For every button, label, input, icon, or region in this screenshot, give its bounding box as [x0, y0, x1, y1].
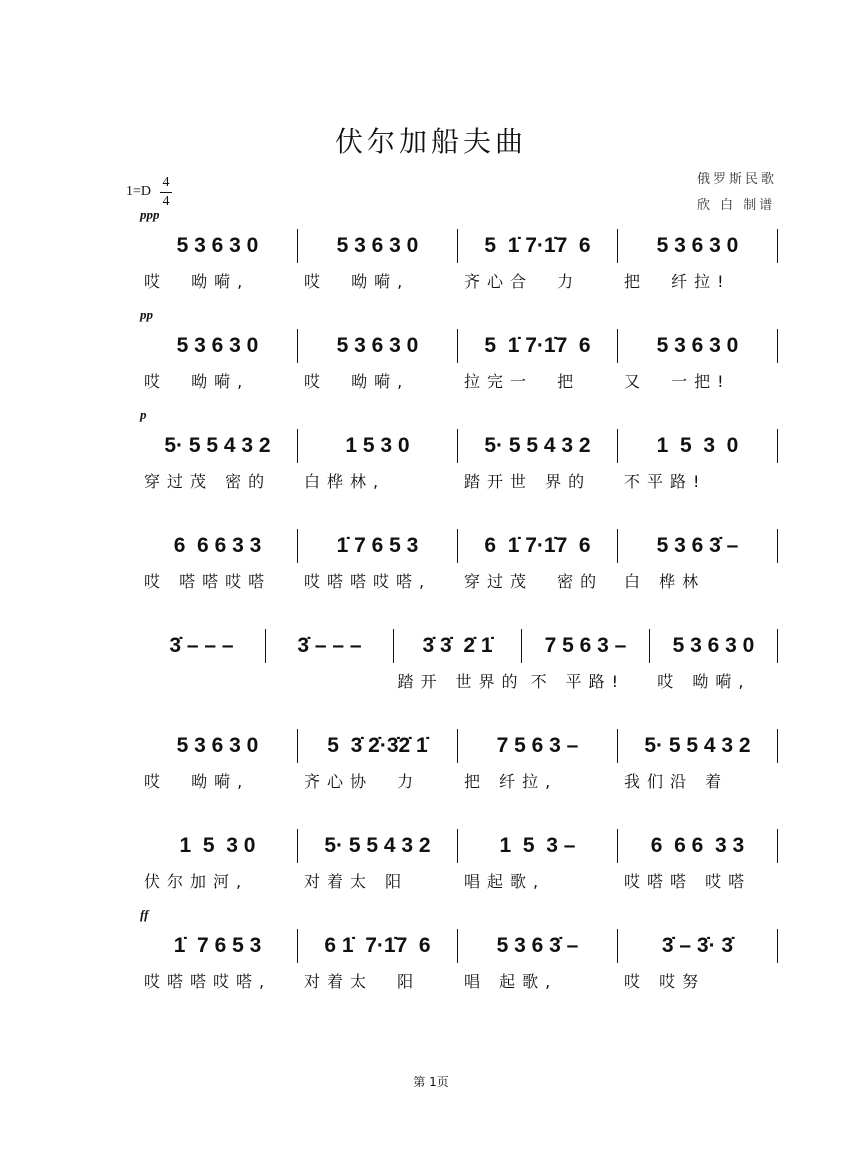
measure-notes: 5 1̇ 7·1̇7 6	[458, 229, 618, 263]
measure-lyric: 我们沿 着	[624, 772, 729, 791]
measure-notes: 1 5 3 0	[298, 429, 458, 463]
measure-lyric: 齐心合 力	[464, 272, 581, 291]
measure-lyric: 哎 呦嗬,	[657, 672, 751, 691]
measure-lyric: 哎嗒嗒哎嗒,	[144, 972, 272, 991]
measure-lyric: 哎 哎努	[624, 972, 706, 991]
measure-lyric: 穿过茂 密的	[144, 472, 272, 491]
measure-lyric: 把 纤拉!	[624, 272, 731, 291]
lyrics-row	[138, 269, 778, 292]
measure-lyric: 又 一把!	[624, 372, 731, 391]
measure-lyric: 哎 呦嗬,	[144, 272, 250, 291]
score-line	[138, 631, 778, 692]
measure-lyric: 哎 嗒嗒哎嗒	[144, 572, 272, 591]
measure-lyric: 白 桦林	[624, 572, 706, 591]
measure-notes: 1 5 3 0	[138, 829, 298, 863]
measure-lyric: 哎 呦嗬,	[144, 772, 250, 791]
measure-notes: 5 3 6 3 0	[618, 229, 778, 263]
measure-notes: 6 1̇ 7·1̇7 6	[298, 929, 458, 963]
lyrics-row	[138, 569, 778, 592]
measure-lyric: 哎 呦嗬,	[304, 272, 410, 291]
time-signature	[160, 174, 172, 211]
measure-notes: 5 3 6 3 0	[138, 729, 298, 763]
measure-notes: 5· 5 5 4 3 2	[458, 429, 618, 463]
measure-lyric: 齐心协 力	[304, 772, 421, 791]
notes-row	[138, 831, 778, 861]
measure-notes: 5 1̇ 7·1̇7 6	[458, 329, 618, 363]
dynamic-mark: pp	[140, 307, 153, 322]
measure-notes: 3̇ – 3̇· 3̇	[618, 929, 778, 963]
measure-lyric: 踏开 世界的	[397, 672, 525, 691]
measure-notes: 6 1̇ 7·1̇7 6	[458, 529, 618, 563]
measure-lyric: 伏尔加河,	[144, 872, 249, 891]
arranger-credit: 欣 白 制谱	[697, 198, 776, 213]
notes-row	[138, 931, 778, 961]
measure-notes: 5 3̇ 2̇·3̇2̇ 1̇	[298, 729, 458, 763]
score-line	[138, 207, 778, 292]
measure-notes: 3̇ 3̇ 2̇ 1̇	[394, 629, 522, 663]
notes-row	[138, 531, 778, 561]
score-line	[138, 831, 778, 892]
measure-lyric: 哎嗒嗒 哎嗒	[624, 872, 752, 891]
measure-notes: 7 5 6 3 –	[458, 729, 618, 763]
measure-lyric: 哎嗒嗒哎嗒,	[304, 572, 432, 591]
page-number: 第 1页	[413, 1075, 449, 1089]
measure-notes: 5 3 6 3 0	[650, 629, 778, 663]
measure-lyric: 穿过茂 密的	[464, 572, 604, 591]
measure-notes: 5· 5 5 4 3 2	[138, 429, 298, 463]
measure-notes: 5 3 6 3 0	[298, 329, 458, 363]
measure-lyric: 不 平路!	[530, 672, 626, 691]
measure-lyric: 不平路!	[624, 472, 707, 491]
measure-notes: 1̇ 7 6 5 3	[298, 529, 458, 563]
time-signature-top: 4	[162, 175, 170, 190]
measure-notes: 6 6 6 3 3	[618, 829, 778, 863]
measure-lyric: 唱 起歌,	[464, 972, 558, 991]
dynamic-mark: p	[140, 407, 147, 422]
measure-lyric: 哎 呦嗬,	[304, 372, 410, 391]
score-line	[138, 731, 778, 792]
measure-lyric	[138, 669, 265, 692]
lyrics-row	[138, 669, 778, 692]
lyrics-row	[138, 469, 778, 492]
measure-lyric: 把 纤拉,	[464, 772, 558, 791]
measure-notes: 3̇ – – –	[138, 629, 266, 663]
measure-notes: 1̇ 7 6 5 3	[138, 929, 298, 963]
measure-lyric: 哎 呦嗬,	[144, 372, 250, 391]
measure-lyric: 对着太 阳	[304, 872, 409, 891]
lyrics-row	[138, 769, 778, 792]
score-line	[138, 531, 778, 592]
measure-notes: 6 6 6 3 3	[138, 529, 298, 563]
measure-notes: 5· 5 5 4 3 2	[298, 829, 458, 863]
origin-credit: 俄罗斯民歌	[697, 172, 778, 187]
measure-lyric: 拉完一 把	[464, 372, 581, 391]
measure-notes: 3̇ – – –	[266, 629, 394, 663]
measure-notes: 5 3 6 3 0	[298, 229, 458, 263]
measure-notes: 7 5 6 3 –	[522, 629, 650, 663]
page-title: 伏尔加船夫曲	[334, 125, 527, 158]
measure-notes: 5· 5 5 4 3 2	[618, 729, 778, 763]
dynamic-mark: ppp	[140, 207, 160, 222]
measure-lyric	[265, 669, 392, 692]
measure-lyric: 对着太 阳	[304, 972, 421, 991]
measure-notes: 5 3 6 3̇ –	[458, 929, 618, 963]
notes-row	[138, 731, 778, 761]
score-line	[138, 307, 778, 392]
dynamic-mark: ff	[140, 907, 149, 922]
key-signature: 1=D	[126, 184, 152, 199]
score-line	[138, 407, 778, 492]
measure-lyric: 踏开世 界的	[464, 472, 592, 491]
notes-row	[138, 231, 778, 261]
measure-notes: 1 5 3 –	[458, 829, 618, 863]
score-line	[138, 907, 778, 992]
measure-notes: 5 3 6 3 0	[138, 329, 298, 363]
notes-row	[138, 631, 778, 661]
measure-notes: 5 3 6 3 0	[138, 229, 298, 263]
lyrics-row	[138, 369, 778, 392]
time-signature-bottom: 4	[160, 192, 172, 211]
measure-lyric: 白桦林,	[304, 472, 386, 491]
measure-notes: 1 5 3 0	[618, 429, 778, 463]
measure-notes: 5 3 6 3̇ –	[618, 529, 778, 563]
measure-lyric: 唱起歌,	[464, 872, 546, 891]
lyrics-row	[138, 869, 778, 892]
notes-row	[138, 331, 778, 361]
lyrics-row	[138, 969, 778, 992]
measure-notes: 5 3 6 3 0	[618, 329, 778, 363]
notes-row	[138, 431, 778, 461]
